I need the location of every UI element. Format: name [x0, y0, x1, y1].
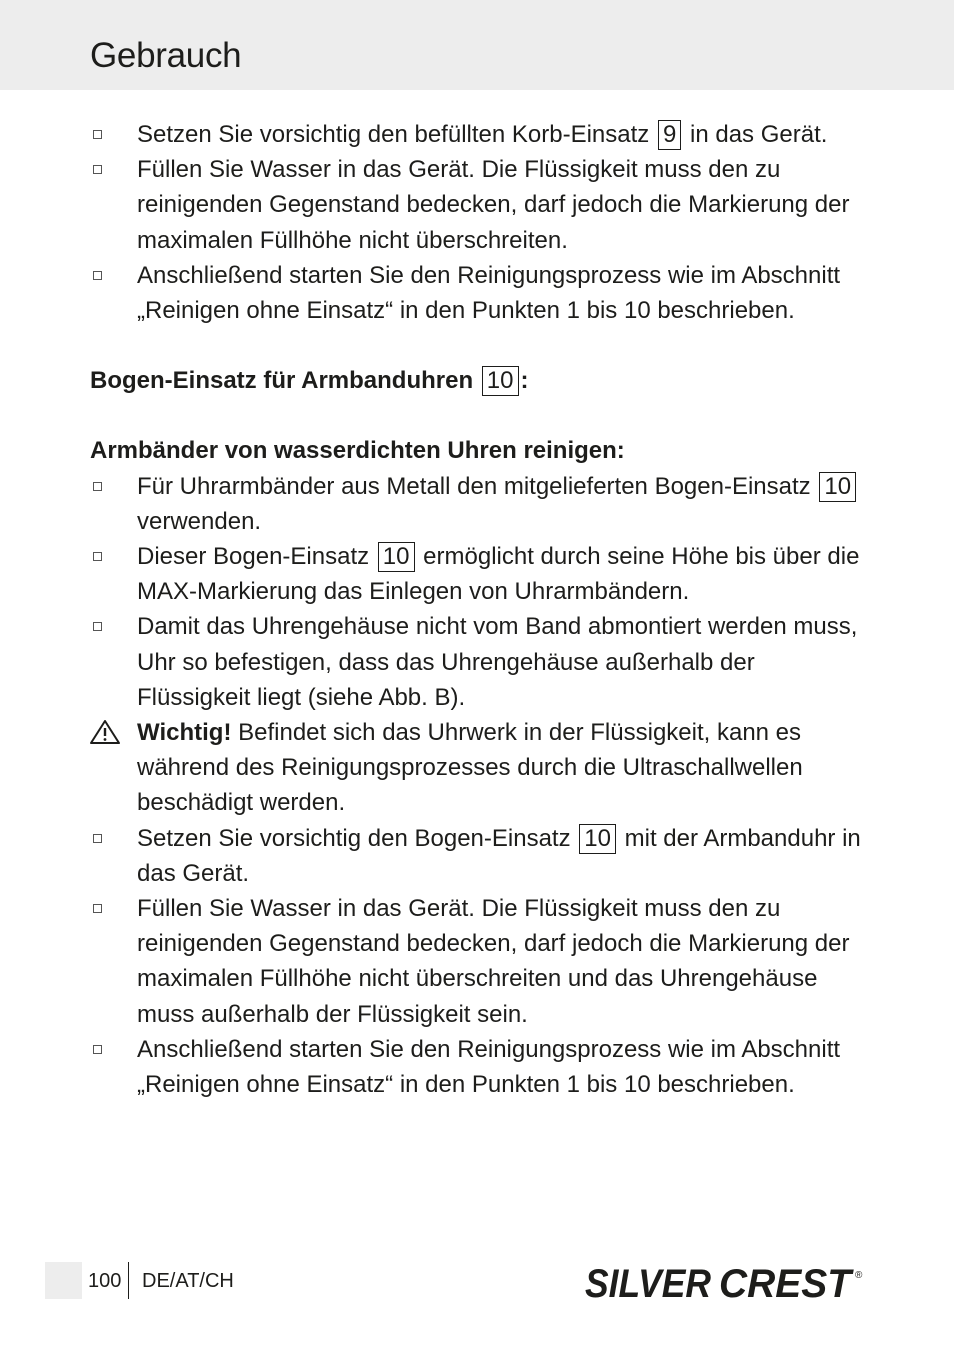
reference-number: 10	[482, 366, 519, 396]
list-item: Anschließend starten Sie den Reinigungsprozess wie im Abschnitt „Reinigen ohne Einsatz“ in den Punkten 1 bis 10 beschrieben.	[90, 258, 870, 328]
square-bullet-icon	[93, 622, 102, 631]
square-bullet-icon	[93, 904, 102, 913]
silvercrest-logo	[585, 1258, 865, 1308]
square-bullet-icon	[93, 482, 102, 491]
reference-number: 9	[658, 120, 681, 150]
list-item: Dieser Bogen-Einsatz 10 ermöglicht durch seine Höhe bis über die MAX-Markierung das Einlegen von Uhrarmbändern.	[90, 539, 870, 609]
reference-number: 10	[819, 472, 856, 502]
logo-text-crest: CREST	[719, 1262, 855, 1306]
warning-label: Wichtig!	[137, 719, 232, 747]
list-item: Setzen Sie vorsichtig den befüllten Korb-Einsatz 9 in das Gerät.	[90, 117, 870, 152]
list-item: Füllen Sie Wasser in das Gerät. Die Flüssigkeit muss den zu reinigenden Gegenstand bedecken, darf jedoch die Markierung der maximalen Füllhöhe nicht überschreiten.	[90, 152, 870, 258]
list-item: Setzen Sie vorsichtig den Bogen-Einsatz 10 mit der Armbanduhr in das Gerät.	[90, 821, 870, 891]
warning-triangle-icon	[90, 719, 124, 745]
list-item: Damit das Uhrengehäuse nicht vom Band abmontiert werden muss, Uhr so befestigen, dass das Uhrengehäuse außerhalb der Flüssigkeit liegt (siehe Abb. B).	[90, 609, 870, 715]
content	[90, 117, 870, 1102]
footer-divider	[128, 1262, 129, 1299]
square-bullet-icon	[93, 1045, 102, 1054]
footer-marker	[45, 1262, 82, 1299]
square-bullet-icon	[93, 834, 102, 843]
square-bullet-icon	[93, 165, 102, 174]
section-heading: Armbänder von wasserdichten Uhren reinigen:	[90, 437, 625, 465]
square-bullet-icon	[93, 130, 102, 139]
warning-note: Wichtig! Befindet sich das Uhrwerk in der Flüssigkeit, kann es während des Reinigungsprozesses durch die Ultraschallwellen beschädigt werden.	[90, 715, 870, 821]
square-bullet-icon	[93, 271, 102, 280]
list-item: Anschließend starten Sie den Reinigungsprozess wie im Abschnitt „Reinigen ohne Einsatz“ in den Punkten 1 bis 10 beschrieben.	[90, 1032, 870, 1102]
section-heading: Bogen-Einsatz für Armbanduhren 10 :	[90, 367, 529, 395]
page-number: 100	[88, 1270, 122, 1292]
reference-number: 10	[579, 824, 616, 854]
registered-mark: ®	[855, 1270, 863, 1281]
list-item: Füllen Sie Wasser in das Gerät. Die Flüssigkeit muss den zu reinigenden Gegenstand bedecken, darf jedoch die Markierung der maximalen Füllhöhe nicht überschreiten und das Uhrengehäuse muss außerhalb der Flüssigkeit sein.	[90, 891, 870, 1032]
spacer	[90, 328, 870, 363]
square-bullet-icon	[93, 552, 102, 561]
page-title: Gebrauch	[90, 36, 242, 75]
reference-number: 10	[378, 542, 415, 572]
locale-label: DE/AT/CH	[142, 1270, 234, 1292]
spacer	[90, 398, 870, 433]
logo-text-silver: SILVER	[585, 1262, 712, 1306]
list-item: Für Uhrarmbänder aus Metall den mitgelieferten Bogen-Einsatz 10 verwenden.	[90, 469, 870, 539]
